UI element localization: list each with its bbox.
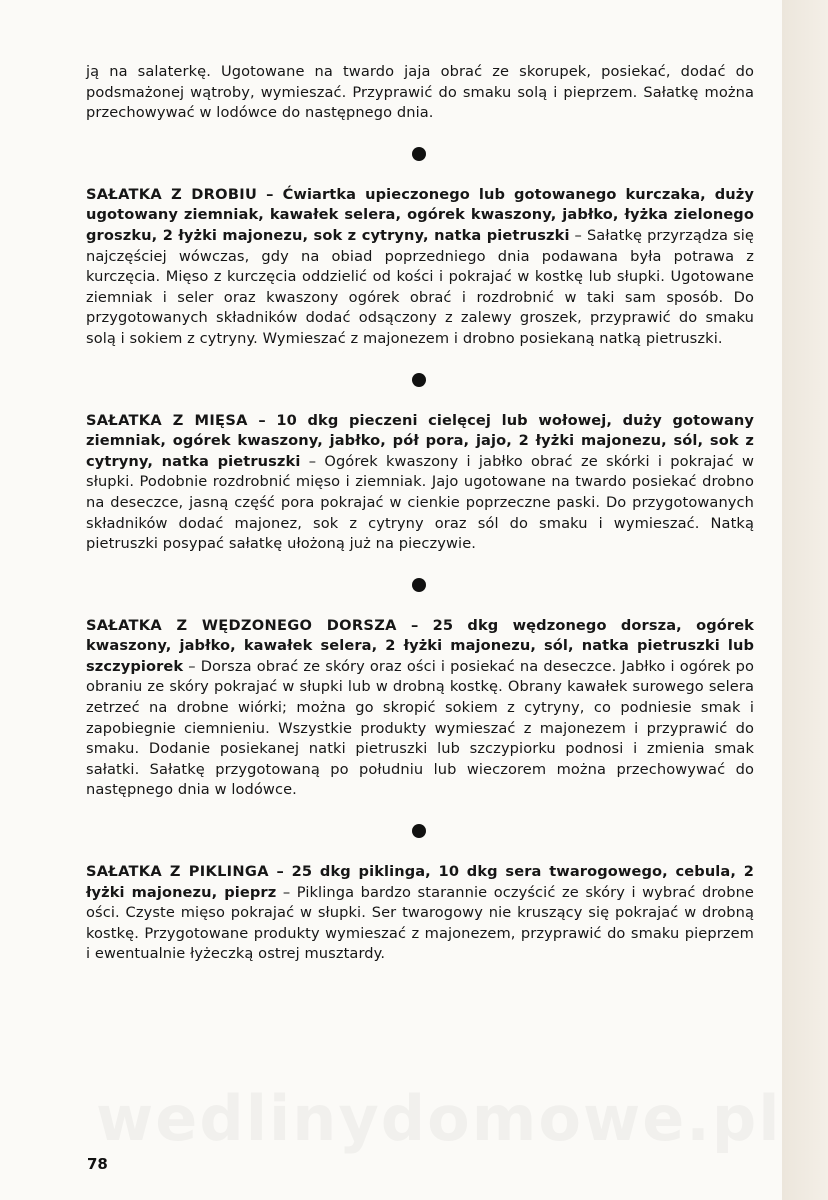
dash: – [247,411,277,429]
recipe-instructions: Sałatkę przyrządza się najczęściej wówczas, gdy na obiad poprzedniego dnia podawana była potrawa z kurczęcia. Mięso z kurczęcia oddzielić od kości i pokrajać w kostkę lub słupki. Ugotowane ziemniak i seler oraz kwaszony ogórek obrać i rozdrobnić w taki sam sposób. Do przygotowanych składników dodać odsączony z zalewy groszek, przyprawić do smaku solą i sokiem z cytryny. Wymieszać z majonezem i drobno posiekaną natką pietruszki. [86,226,755,347]
recipe-instructions: Piklinga bardzo starannie oczyścić ze skóry i wybrać drobne ości. Czyste mięso pokrajać w słupki. Ser twarogowy nie kruszący się pokrajać w drobną kostkę. Przygotowane produkty wymieszać z majonezem, przyprawić do smaku pieprzem i ewentualnie łyżeczką ostrej musztardy. [86,883,754,963]
dash: – [257,185,283,203]
recipe-title: SAŁATKA Z DROBIU [86,185,258,203]
recipe-title: SAŁATKA Z PIKLINGA [86,863,269,881]
recipe-ingredients: 25 dkg wędzonego dorsza, ogórek kwaszony, jabłko, kawałek selera, 2 łyżki majonezu, sól, natka pietruszki lub szczypiorek [86,616,754,675]
recipe-title: SAŁATKA Z WĘDZONEGO DORSZA [86,616,397,634]
bullet-separator [412,578,426,592]
bullet-separator [412,824,426,838]
recipe-mieso [86,411,754,555]
recipe-ingredients: 25 dkg piklinga, 10 dkg sera twarogowego, cebula, 2 łyżki majonezu, pieprz [86,863,754,901]
recipe-instructions: Dorsza obrać ze skóry oraz ości i posiekać na deseczce. Jabłko i ogórek po obraniu ze skóry pokrajać w słupki lub w drobną kostkę. Obrany kawałek surowego selera zetrzeć na drobne wiórki; można go skropić sokiem z cytryny, co podniesie smak i zapobiegnie ciemnieniu. Wszystkie produkty wymieszać z majonezem i przyprawić do smaku. Dodanie posiekanej natki pietruszki lub szczypiorku podnosi i zmienia smak sałatki. Sałatkę przygotowaną po południu lub wieczorem można przechowywać do następnego dnia w lodówce. [86,657,755,799]
dash: – [183,657,201,675]
intro-paragraph: ją na salaterkę. Ugotowane na twardo jaja obrać ze skorupek, posiekać, dodać do podsmażonej wątroby, wymieszać. Przyprawić do smaku solą i pieprzem. Sałatkę można przechowywać w lodówce do następnego dnia. [86,63,754,122]
page-edge [782,0,828,1200]
recipe-instructions: Ogórek kwaszony i jabłko obrać ze skórki i pokrajać w słupki. Podobnie rozdrobnić mięso i ziemniak. Jajo ugotowane na twardo posiekać drobno na deseczce, jasną część pora pokrajać w cienkie poprzeczne paski. Do przygotowanych składników dodać majonez, sok z cytryny oraz sól do smaku i wymieszać. Natką pietruszki posypać sałatkę ułożoną już na pieczywie. [86,452,754,553]
dash: – [300,452,325,470]
recipe-ingredients: 10 dkg pieczeni cielęcej lub wołowej, duży gotowany ziemniak, ogórek kwaszony, jabłko, pół pora, jajo, 2 łyżki majonezu, sól, sok z cytryny, natka pietruszki [86,411,754,470]
page-number: 78 [87,1155,108,1173]
dash: – [276,883,297,901]
bullet-separator [412,147,426,161]
dash: – [396,616,433,634]
page-text [86,62,754,965]
recipe-pikling [86,862,754,965]
dash: – [569,226,587,244]
dash: – [268,863,292,881]
bullet-separator [412,373,426,387]
recipe-drob [86,185,754,350]
recipe-ingredients: Ćwiartka upieczonego lub gotowanego kurczaka, duży ugotowany ziemniak, kawałek selera, ogórek kwaszony, jabłko, łyżka zielonego groszku, 2 łyżki majonezu, sok z cytryny, natka pietruszki [86,185,755,244]
recipe-dorsz [86,616,754,801]
recipe-title: SAŁATKA Z MIĘSA [86,411,248,429]
